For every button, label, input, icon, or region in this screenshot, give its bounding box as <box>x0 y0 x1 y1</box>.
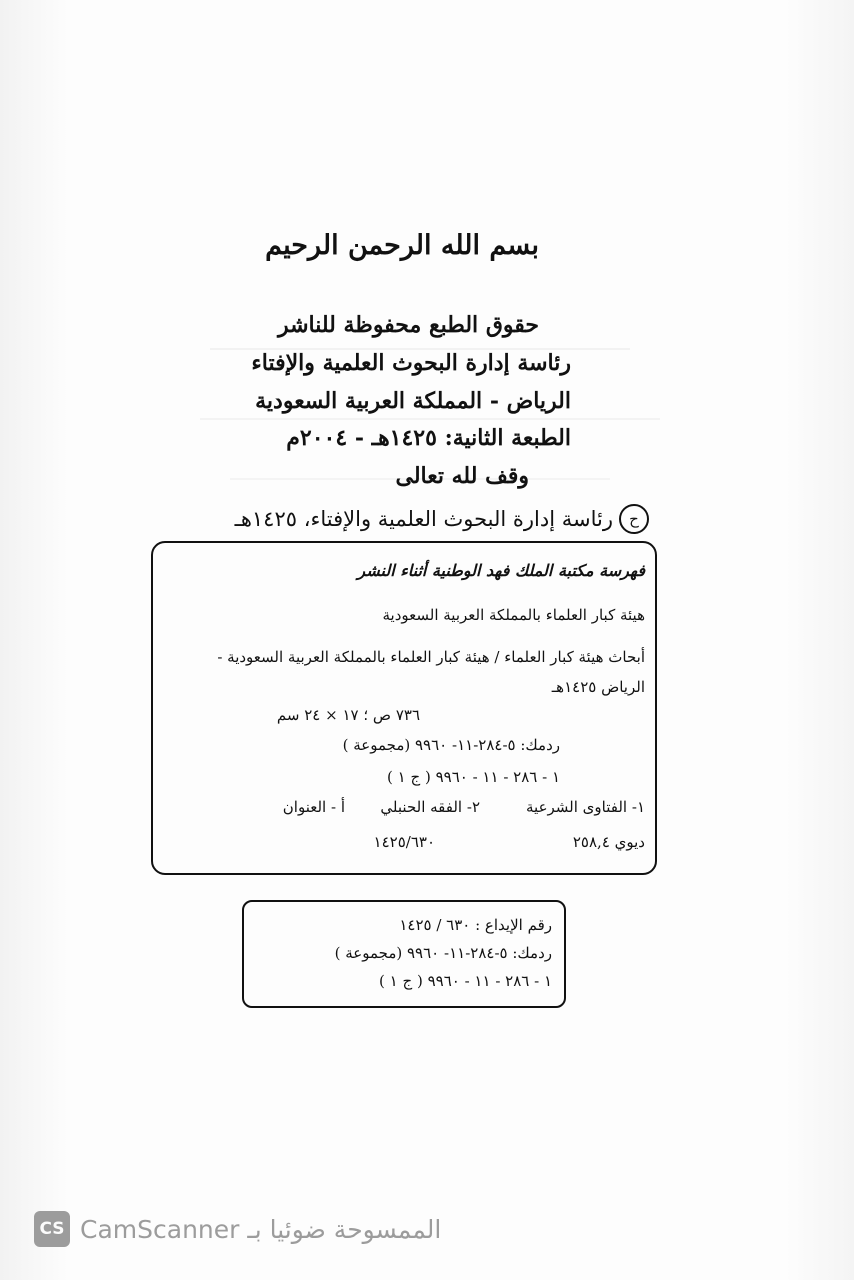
deposit-isbn-set: ردمك: ٥-٢٨٤-١١- ٩٩٦٠ (مجموعة ) <box>334 944 552 962</box>
cip-dewey: ديوي ٢٥٨,٤ <box>572 833 645 851</box>
cip-subject: ١- الفتاوى الشرعية <box>526 798 645 816</box>
copyright-icon: ح <box>619 504 649 534</box>
cip-place: الرياض ١٤٢٥هـ <box>551 678 645 696</box>
cip-isbn-volume: ١ - ٢٨٦ - ١١ - ٩٩٦٠ ( ج ١ ) <box>387 768 560 786</box>
watermark-text: الممسوحة ضوئيا بـ CamScanner <box>80 1214 442 1244</box>
cip-subject: ٢- الفقه الحنبلي <box>380 798 480 816</box>
cip-heading: فهرسة مكتبة الملك فهد الوطنية أثناء النشر <box>357 561 645 580</box>
endowment-line: وقف لله تعالى <box>395 463 529 489</box>
cip-subject: أ - العنوان <box>282 798 345 816</box>
deposit-number: رقم الإيداع : ٦٣٠ / ١٤٢٥ <box>399 916 552 934</box>
scanner-watermark <box>34 1212 441 1246</box>
copyright-text: رئاسة إدارة البحوث العلمية والإفتاء، ١٤٢٥هـ <box>234 507 613 531</box>
cataloging-in-publication-box <box>151 541 657 875</box>
copyright-row <box>235 504 649 534</box>
basmala-heading: بسم الله الرحمن الرحيم <box>265 230 539 261</box>
rights-line: حقوق الطبع محفوظة للناشر <box>277 312 539 338</box>
legal-deposit-box <box>242 900 566 1008</box>
cip-author: هيئة كبار العلماء بالمملكة العربية السعودية <box>382 606 645 624</box>
cip-deposit-code: ١٤٢٥/٦٣٠ <box>373 833 435 851</box>
cip-pages: ٧٣٦ ص ؛ ١٧ × ٢٤ سم <box>276 706 420 724</box>
camscanner-logo-icon: CS <box>34 1211 70 1247</box>
location-line: الرياض - المملكة العربية السعودية <box>255 388 571 414</box>
deposit-isbn-volume: ١ - ٢٨٦ - ١١ - ٩٩٦٠ ( ج ١ ) <box>379 972 552 990</box>
cip-title: أبحاث هيئة كبار العلماء / هيئة كبار العلماء بالمملكة العربية السعودية - <box>217 648 645 666</box>
edition-line: الطبعة الثانية: ١٤٢٥هـ - ٢٠٠٤م <box>286 425 571 451</box>
publisher-line: رئاسة إدارة البحوث العلمية والإفتاء <box>251 350 571 376</box>
cip-isbn-set: ردمك: ٥-٢٨٤-١١- ٩٩٦٠ (مجموعة ) <box>342 736 560 754</box>
